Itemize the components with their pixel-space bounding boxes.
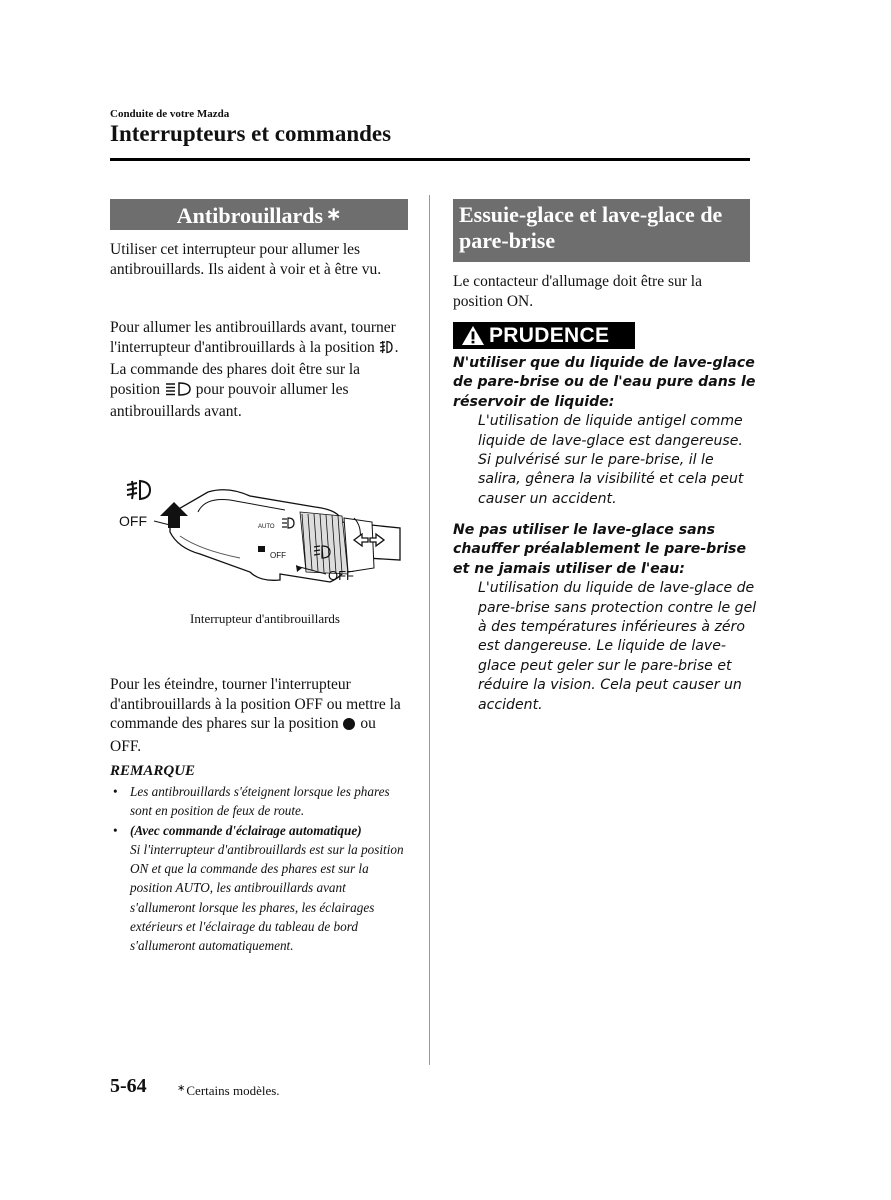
fog-off-text: Pour les éteindre, tourner l'interrupteur d'antibrouillards à la position OFF ou mettre la commande des phares sur la position bbox=[110, 676, 401, 732]
warning-lead: N'utiliser que du liquide de lave-glace de pare-brise ou de l'eau pure dans le réservoir de liquide: bbox=[453, 355, 756, 410]
fog-intro-paragraph: Utiliser cet interrupteur pour allumer les antibrouillards. Ils aident à voir et à être vu. bbox=[110, 241, 382, 278]
fog-lights-heading-text: Antibrouillards bbox=[176, 203, 324, 228]
knurled-ring bbox=[300, 512, 348, 574]
column-divider bbox=[429, 195, 430, 1065]
position-dot-icon bbox=[342, 717, 356, 737]
note-title: REMARQUE bbox=[110, 763, 196, 779]
ignition-requirement: Le contacteur d'allumage doit être sur la position ON. bbox=[453, 273, 702, 310]
off-label-right: OFF bbox=[328, 568, 354, 583]
front-fog-light-icon bbox=[127, 481, 150, 499]
headlight-requirement-text-end: pour pouvoir allumer les antibrouillards avant. bbox=[110, 380, 349, 420]
off-label-left: OFF bbox=[119, 513, 147, 529]
fog-on-text-end: . bbox=[394, 338, 399, 356]
asterisk-mark: ∗ bbox=[326, 204, 342, 224]
fog-off-text-end: ou OFF. bbox=[110, 715, 376, 755]
warning-block bbox=[453, 354, 758, 509]
note-list bbox=[110, 782, 410, 956]
warning-triangle-icon bbox=[461, 325, 485, 353]
header-rule bbox=[110, 158, 750, 161]
front-fog-light-icon bbox=[379, 339, 395, 361]
fog-on-instructions bbox=[110, 318, 410, 422]
warning-detail: L'utilisation de liquide antigel comme liquide de lave-glace est dangereuse. Si pulvérisé sur le pare-brise, il le salira, gênera la visibilité et cela peut causer un accident. bbox=[478, 413, 744, 507]
off-label-small: OFF bbox=[270, 551, 286, 560]
wiper-washer-heading: Essuie-glace et lave-glace de pare-brise bbox=[453, 199, 750, 262]
caution-banner bbox=[453, 322, 635, 349]
section-title: Interrupteurs et commandes bbox=[110, 121, 392, 146]
note-item-lead: (Avec commande d'éclairage automatique) bbox=[130, 822, 362, 838]
note-item: • Les antibrouillards s'éteignent lorsque les phares sont en position de feux de route. bbox=[110, 782, 410, 821]
footnote-text: Certains modèles. bbox=[186, 1083, 280, 1098]
warning-lead: Ne pas utiliser le lave-glace sans chauffer préalablement le pare-brise et ne jamais utiliser de l'eau: bbox=[453, 522, 747, 577]
fog-lights-heading bbox=[110, 199, 408, 230]
fog-on-text: Pour allumer les antibrouillards avant, tourner l'interrupteur d'antibrouillards à la position bbox=[110, 319, 396, 356]
svg-text:AUTO: AUTO bbox=[258, 524, 275, 530]
footnote bbox=[177, 1083, 280, 1099]
headlight-requirement-text: La commande des phares doit être sur la position bbox=[110, 361, 361, 398]
caution-label: PRUDENCE bbox=[489, 324, 610, 347]
warning-detail: L'utilisation du liquide de lave-glace de pare-brise sans protection contre le gel à des températures inférieures à zéro est dangereuse. Le liquide de lave-glace peut geler sur le pare-brise et réduire la vision. Cela peut causer un accident. bbox=[478, 580, 757, 713]
fog-off-instructions bbox=[110, 675, 410, 756]
fog-switch-illustration bbox=[110, 462, 410, 612]
note-item: • (Avec commande d'éclairage automatique) Si l'interrupteur d'antibrouillards est sur la position ON et que la commande des phares est sur la position AUTO, les antibrouillards avant s'allumeront lorsque les phares, les éclairages extérieurs et l'éclairage du tableau de bord s'allumeront automatiquement. bbox=[110, 821, 410, 956]
figure-caption: Interrupteur d'antibrouillards bbox=[190, 611, 340, 626]
headlight-icon bbox=[164, 381, 192, 403]
breadcrumb: Conduite de votre Mazda bbox=[110, 108, 230, 120]
footnote-mark: ∗ bbox=[177, 1083, 186, 1094]
warning-block bbox=[453, 521, 758, 715]
page-number: 5-64 bbox=[110, 1075, 147, 1097]
